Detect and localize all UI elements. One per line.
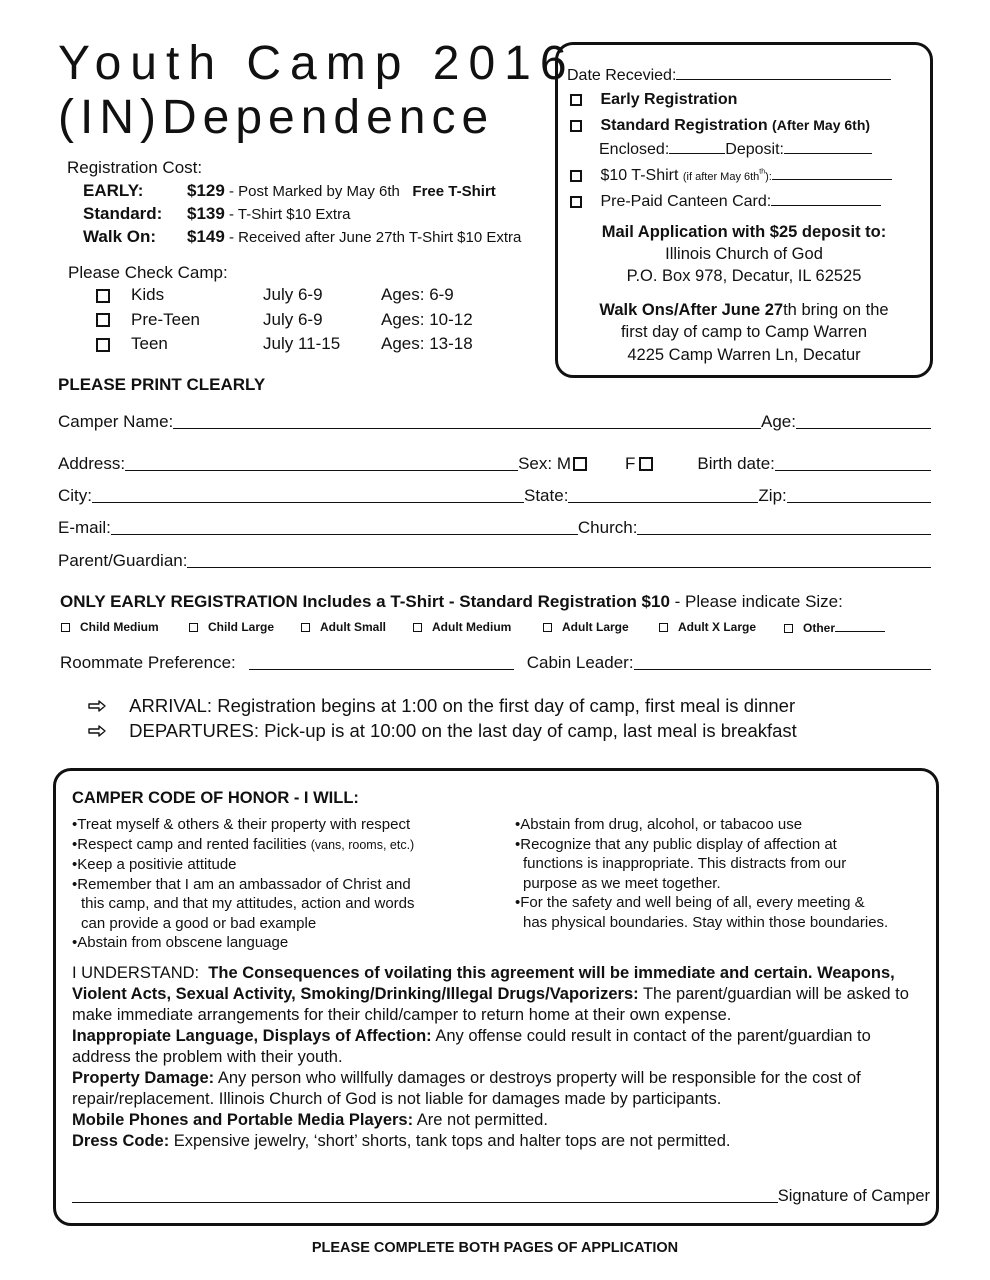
walk-on-rest: th bring on the (783, 301, 889, 319)
cost-amount: $139 (187, 204, 225, 223)
honor-item-cont: has physical boundaries. Stay within those boundaries. (523, 913, 889, 931)
language-bold: Inappropiate Language, Displays of Affection: (72, 1027, 432, 1045)
cost-extra: Free T-Shirt (412, 183, 496, 200)
date-received-row (567, 65, 891, 85)
mobile-paragraph (72, 1110, 932, 1131)
camp-dates: July 6-9 (263, 285, 323, 304)
camp-list (96, 285, 536, 359)
state-field[interactable] (568, 501, 758, 503)
size-label: Child Medium (80, 620, 159, 634)
departure-line (88, 720, 797, 742)
dress-paragraph (72, 1131, 932, 1152)
walk-on-line (558, 301, 930, 320)
cost-row-walkon (83, 227, 521, 247)
checkbox[interactable] (570, 120, 582, 132)
checkbox[interactable] (543, 623, 552, 632)
honor-right-list (515, 815, 930, 932)
mail-line-1: Illinois Church of God (665, 245, 823, 263)
roommate-row (60, 653, 931, 673)
camp-ages: Ages: 10-12 (381, 309, 473, 329)
arrow-icon (88, 720, 110, 742)
deposit-field[interactable] (784, 139, 872, 154)
checkbox[interactable] (570, 170, 582, 182)
signature-field[interactable] (72, 1201, 778, 1203)
cabin-leader-field[interactable] (634, 668, 931, 670)
date-received-label: Date Recevied: (567, 67, 677, 84)
checkbox[interactable] (96, 338, 110, 352)
size-option-adult-medium[interactable] (413, 620, 511, 634)
camp-name: Pre-Teen (131, 309, 200, 329)
camper-name-label: Camper Name: (58, 412, 174, 431)
parent-row (58, 551, 931, 571)
cabin-leader-label: Cabin Leader: (526, 653, 634, 672)
print-clearly-heading: PLEASE PRINT CLEARLY (58, 375, 266, 394)
address-label: Address: (58, 454, 126, 473)
office-box (555, 42, 933, 378)
city-row (58, 486, 931, 506)
cost-amount: $129 (187, 181, 225, 200)
checkbox[interactable] (570, 196, 582, 208)
camp-ages: Ages: 13-18 (381, 334, 473, 353)
roommate-field[interactable] (249, 668, 514, 670)
language-paragraph (72, 1026, 932, 1068)
honor-item-cont: can provide a good or bad example (81, 914, 317, 932)
size-option-child-large[interactable] (189, 620, 274, 634)
church-field[interactable] (637, 533, 931, 535)
age-label: Age: (761, 412, 796, 431)
early-registration-label: Early Registration (600, 91, 738, 108)
standard-registration-note: (After May 6th) (772, 117, 871, 133)
consequences-bold: The Consequences of voilating this agreement will be immediate and certain. Weapons, Violent Acts, Sexual Activity, Smoking/Drinking/Illegal Drugs/Vaporizers: (72, 964, 895, 1003)
cost-note: - T-Shirt $10 Extra (224, 206, 351, 223)
roommate-label: Roommate Preference: (60, 653, 236, 672)
size-option-adult-small[interactable] (301, 620, 386, 634)
sex-label: Sex: M (518, 454, 571, 473)
camp-option-kids[interactable] (96, 285, 536, 310)
tshirt-field[interactable] (772, 165, 892, 180)
checkbox[interactable] (570, 94, 582, 106)
camp-name: Teen (131, 334, 168, 353)
birth-date-label: Birth date: (697, 454, 775, 473)
city-label: City: (58, 486, 92, 505)
property-rest: Any person who willfully damages or destroys property will be responsible for the cost of repair/replacement. Illinois Church of God is not liable for damages made by participants. (72, 1069, 861, 1108)
signature-label: Signature of Camper (777, 1187, 930, 1205)
honor-item: •Recognize that any public display of affection at (515, 835, 837, 853)
parent-label: Parent/Guardian: (58, 551, 188, 570)
email-row (58, 518, 931, 538)
size-label: Adult Small (320, 620, 387, 634)
city-field[interactable] (92, 501, 524, 503)
camp-ages: Ages: 6-9 (381, 285, 454, 304)
honor-item (72, 835, 512, 856)
walk-on-line-2: first day of camp to Camp Warren (620, 323, 868, 341)
honor-item: •Abstain from drug, alcohol, or tabacoo use (515, 816, 803, 833)
male-checkbox[interactable] (573, 457, 587, 471)
departure-text: DEPARTURES: Pick-up is at 10:00 on the last day of camp, last meal is breakfast (129, 720, 797, 741)
camp-option-teen[interactable] (96, 334, 536, 359)
cost-label: EARLY: (83, 181, 144, 200)
honor-item: •Keep a positivie attitude (72, 856, 237, 873)
honor-box (53, 768, 939, 1226)
zip-label: Zip: (758, 486, 787, 505)
female-checkbox[interactable] (639, 457, 653, 471)
size-label: Other (803, 621, 836, 635)
mobile-rest: Are not permitted. (413, 1111, 548, 1129)
honor-item-cont: purpose as we meet together. (523, 874, 721, 892)
checkbox[interactable] (301, 623, 310, 632)
honor-item: •Remember that I am an ambassador of Christ and (72, 875, 411, 893)
cost-note: - Post Marked by May 6th (224, 183, 400, 200)
checkbox[interactable] (96, 289, 110, 303)
state-label: State: (524, 486, 569, 505)
email-label: E-mail: (58, 518, 111, 537)
deposit-label: Deposit: (725, 141, 784, 158)
honor-item: •Treat myself & others & their property with respect (72, 816, 411, 833)
honor-item-cont: functions is inappropriate. This distracts from our (523, 855, 847, 872)
cost-label: Standard: (83, 204, 163, 223)
birth-date-field[interactable] (775, 469, 931, 471)
tshirt-close: ): (765, 171, 772, 183)
other-size-field[interactable] (835, 620, 885, 632)
dress-rest: Expensive jewelry, ‘short’ shorts, tank tops and halter tops are not permitted. (169, 1132, 731, 1150)
checkbox[interactable] (413, 623, 422, 632)
tshirt-heading-bold: ONLY EARLY REGISTRATION Includes a T-Shirt - Standard Registration $10 (60, 592, 670, 611)
cost-note: - Received after June 27th T-Shirt $10 Extra (224, 229, 522, 246)
tshirt-sup: th (759, 168, 766, 176)
size-label: Child Large (208, 620, 275, 634)
tshirt-heading-rest: - Please indicate Size: (669, 592, 843, 611)
camp-dates: July 11-15 (263, 334, 341, 353)
tshirt-note: (if after May 6th (682, 171, 760, 183)
footer-note: PLEASE COMPLETE BOTH PAGES OF APPLICATION (311, 1240, 679, 1256)
size-label: Adult X Large (678, 620, 757, 634)
tshirt-row[interactable] (570, 165, 892, 185)
consequences-paragraph (72, 963, 932, 1026)
dress-bold: Dress Code: (72, 1132, 170, 1150)
arrival-text: ARRIVAL: Registration begins at 1:00 on the first day of camp, first meal is dinner (129, 695, 796, 716)
camp-option-preteen[interactable] (96, 310, 536, 335)
walk-on-bold: Walk Ons/After June 27 (599, 301, 784, 319)
enclosed-field[interactable] (669, 139, 725, 154)
camp-heading: Please Check Camp: (68, 263, 228, 282)
tshirt-heading (60, 592, 843, 612)
enclosed-label: Enclosed: (599, 141, 670, 158)
checkbox[interactable] (96, 313, 110, 327)
female-label: F (625, 454, 636, 473)
size-label: Adult Large (562, 620, 629, 634)
church-label: Church: (577, 518, 638, 537)
mail-line-2: P.O. Box 978, Decatur, IL 62525 (626, 267, 862, 285)
registration-cost-heading: Registration Cost: (67, 158, 203, 177)
honor-consequences (72, 963, 932, 1152)
standard-registration-label: Standard Registration (600, 117, 768, 134)
address-row (58, 454, 931, 474)
size-option-adult-x-large[interactable] (659, 620, 756, 634)
size-option-other[interactable] (784, 620, 885, 635)
camp-name: Kids (131, 285, 165, 304)
tshirt-label: $10 T-Shirt (600, 167, 679, 184)
standard-registration-row[interactable] (570, 117, 870, 135)
signature-row (72, 1187, 930, 1206)
canteen-field[interactable] (771, 191, 881, 206)
email-field[interactable] (111, 533, 578, 535)
age-field[interactable] (796, 427, 931, 429)
page-title-line1: Youth Camp 2016 (58, 37, 576, 90)
understand-label: I UNDERSTAND: (72, 964, 200, 982)
enclosed-row (599, 139, 872, 159)
honor-heading-text: CAMPER CODE OF HONOR - I WILL (72, 789, 354, 807)
checkbox[interactable] (61, 623, 70, 632)
size-option-child-medium[interactable] (61, 620, 159, 634)
camper-name-row (58, 412, 931, 432)
language-rest: Any offense could result in contact of the parent/guardian to address the problem with their youth. (72, 1027, 871, 1066)
mobile-bold: Mobile Phones and Portable Media Players: (72, 1111, 414, 1129)
size-label: Adult Medium (432, 620, 512, 634)
address-field[interactable] (125, 469, 518, 471)
canteen-label: Pre-Paid Canteen Card: (600, 193, 772, 210)
date-received-field[interactable] (676, 65, 891, 80)
cost-label: Walk On: (83, 227, 157, 246)
cost-row-early (83, 181, 496, 201)
checkbox[interactable] (784, 624, 793, 633)
size-option-adult-large[interactable] (543, 620, 629, 634)
canteen-row[interactable] (570, 191, 881, 211)
camp-dates: July 6-9 (263, 309, 323, 329)
zip-field[interactable] (787, 501, 931, 503)
arrival-line (88, 695, 795, 717)
checkbox[interactable] (189, 623, 198, 632)
camper-name-field[interactable] (173, 427, 761, 429)
honor-item-note: (vans, rooms, etc.) (310, 837, 415, 852)
property-bold: Property Damage: (72, 1069, 215, 1087)
property-paragraph (72, 1068, 932, 1110)
honor-item: •Abstain from obscene language (72, 934, 289, 951)
cost-row-standard (83, 204, 350, 224)
consequences-rest: The parent/guardian will be asked to make immediate arrangements for their child/camper to return home at their own expense. (72, 985, 909, 1024)
cost-amount: $149 (187, 227, 225, 246)
parent-field[interactable] (187, 566, 931, 568)
honor-item-cont: this camp, and that my attitudes, action and words (81, 895, 415, 912)
checkbox[interactable] (659, 623, 668, 632)
walk-on-line-3: 4225 Camp Warren Ln, Decatur (627, 346, 861, 364)
arrow-icon (88, 695, 110, 717)
page-title-line2: (IN)Dependence (58, 91, 495, 144)
honor-item-text: •Respect camp and rented facilities (72, 835, 307, 853)
early-registration-row[interactable] (570, 91, 737, 109)
mail-heading: Mail Application with $25 deposit to: (601, 223, 887, 241)
honor-heading: CAMPER CODE OF HONOR - I WILL: (72, 789, 359, 807)
honor-item: •For the safety and well being of all, every meeting & (515, 894, 865, 911)
honor-left-list (72, 815, 512, 953)
